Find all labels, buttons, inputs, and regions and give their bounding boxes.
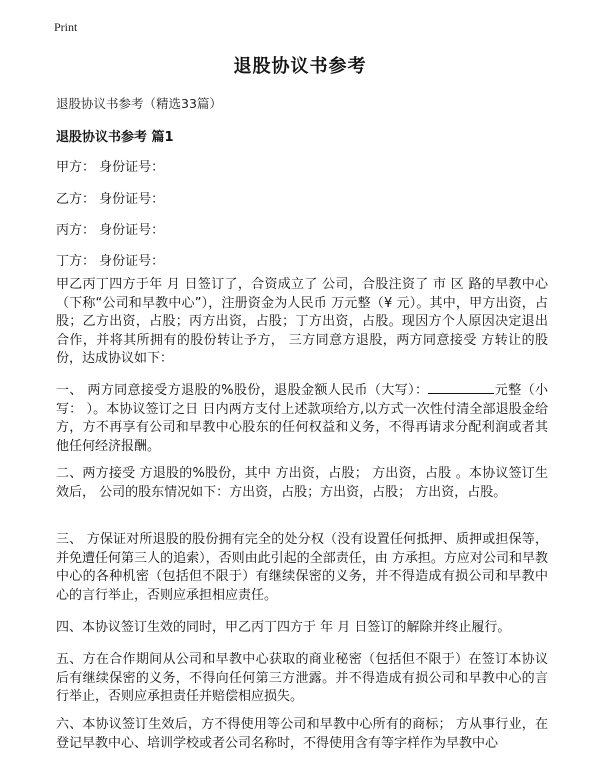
paragraph-clause-3: 三、 方保证对所退股的股份拥有完全的处分权（没有设置任何抵押、质押或担保等，并免遭任何第三人的追索），否则由此引起的全部责任，由 方承担。方应对公司和早教中心的各种机密（包括但不限于）有继续保密的义务，并不得造成有损公司和早教中心的言行举止，否则应承担相应责任。 [56, 532, 548, 603]
document-title: 退股协议书参考 [233, 56, 367, 77]
party-line-jia: 甲方： 身份证号： [56, 160, 165, 175]
paragraph-intro: 甲乙丙丁四方于年 月 日签订了，合资成立了 公司，合股注资了 市 区 路的早教中心（下称“公司和早教中心”），注册资金为人民币 万元整（¥ 元）。其中，甲方出资，占股；乙方出资，占股；丙方出资，占股；丁方出资，占股。现因方个人原因决定退出合作，并将其所拥有的股份转让予方， 三方同意方退股，两方同意接受 方转让的股份，达成协议如下： [56, 277, 548, 366]
party-line-bing: 丙方： 身份证号： [56, 223, 165, 238]
section-heading: 退股协议书参考 篇1 [56, 130, 174, 145]
paragraph-clause-1 [56, 381, 548, 456]
paragraph-clause-5: 五、方在合作期间从公司和早教中心获取的商业秘密（包括但不限于）在签订本协议后有继续保密的义务，不得向任何第三方泄露。并不得造成有损公司和早教中心的言行举止，否则应承担责任并赔偿相应损失。 [56, 652, 548, 704]
party-line-yi: 乙方： 身份证号： [56, 192, 165, 207]
paragraph-clause-4: 四、本协议签订生效的同时，甲乙丙丁四方于 年 月 日签订的解除并终止履行。 [56, 620, 511, 635]
clause-1-text-before: 一、 两方同意接受方退股的%股份，退股金额人民币（大写）： [56, 383, 429, 398]
amount-blank [428, 381, 494, 394]
clause-1-text-after: 元整（小写： ）。本协议签订之日 日内两方支付上述款项给方,以方式一次性付清全部退股金给方，方不再享有公司和早教中心股东的任何权益和义务，不得再请求分配利润或者其他任何经济报酬。 [56, 383, 548, 454]
party-line-ding: 丁方： 身份证号： [56, 254, 165, 269]
paragraph-clause-6: 六、本协议签订生效后，方不得使用等公司和早教中心所有的商标； 方从事行业，在登记早教中心、培训学校或者公司名称时，不得使用含有等字样作为早教中心 [56, 717, 548, 751]
paragraph-clause-2: 二、两方接受 方退股的%股份，其中 方出资，占股； 方出资，占股 。本协议签订生效后， 公司的股东情况如下：方出资，占股；方出资，占股； 方出资，占股。 [56, 466, 548, 500]
document-subtitle: 退股协议书参考（精选33篇） [56, 96, 222, 111]
print-link[interactable]: Print [54, 20, 78, 34]
